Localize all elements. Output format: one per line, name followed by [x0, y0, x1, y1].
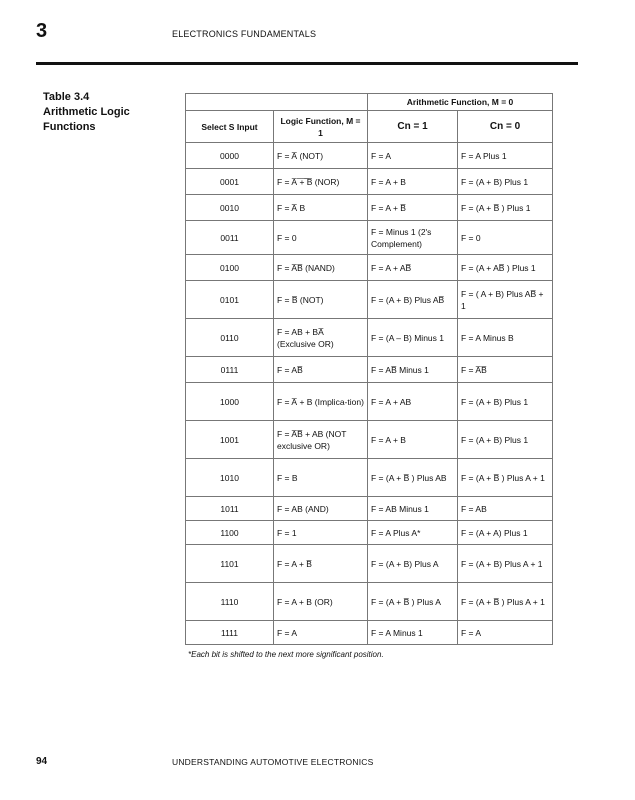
arith-cn0-cell: F = (A + B̅ ) Plus 1 — [458, 195, 553, 221]
select-code-cell: 1011 — [186, 497, 274, 521]
arith-cn0-cell: F = A̅B̅ — [458, 357, 553, 383]
running-header-title: ELECTRONICS FUNDAMENTALS — [172, 29, 317, 39]
table-row — [186, 421, 553, 459]
table-row — [186, 195, 553, 221]
arith-cn1-cell: F = (A – B) Minus 1 — [368, 319, 458, 357]
select-code-cell: 0100 — [186, 255, 274, 281]
table-row — [186, 255, 553, 281]
arith-cn0-cell: F = A Plus 1 — [458, 143, 553, 169]
arith-cn1-cell: F = A Plus A* — [368, 521, 458, 545]
arith-cn0-cell: F = 0 — [458, 221, 553, 255]
table-row — [186, 143, 553, 169]
arith-cn1-cell: F = AB Minus 1 — [368, 497, 458, 521]
logic-function-cell: F = A̅ B — [274, 195, 368, 221]
arith-cn0-cell: F = AB — [458, 497, 553, 521]
arith-cn1-cell: F = A — [368, 143, 458, 169]
logic-function-cell: F = AB̅ — [274, 357, 368, 383]
page-number: 94 — [36, 756, 48, 767]
logic-function-cell: F = A̅ + B (Implica-tion) — [274, 383, 368, 421]
arith-cn1-cell: F = A + B̅ — [368, 195, 458, 221]
arith-cn1-cell: F = (A + B̅ ) Plus A — [368, 583, 458, 621]
arith-cn1-cell: F = A + AB̅ — [368, 255, 458, 281]
table-caption — [43, 90, 130, 135]
select-code-cell: 0010 — [186, 195, 274, 221]
table-row — [186, 583, 553, 621]
table-row — [186, 383, 553, 421]
select-code-cell: 1101 — [186, 545, 274, 583]
arith-cn1-cell: F = A + AB — [368, 383, 458, 421]
select-code-cell: 0101 — [186, 281, 274, 319]
arith-cn0-cell: F = ( A + B) Plus AB̅ + 1 — [458, 281, 553, 319]
logic-function-cell: F = A̅B̅ (NAND) — [274, 255, 368, 281]
arith-cn0-cell: F = (A + AB̅ ) Plus 1 — [458, 255, 553, 281]
arith-cn0-cell: F = (A + B) Plus 1 — [458, 169, 553, 195]
arith-cn0-cell: F = (A + B) Plus 1 — [458, 383, 553, 421]
select-code-cell: 1000 — [186, 383, 274, 421]
table-row — [186, 459, 553, 497]
arith-cn0-cell: F = (A + B̅ ) Plus A + 1 — [458, 583, 553, 621]
arith-cn0-cell: F = (A + A) Plus 1 — [458, 521, 553, 545]
cn0-header: Cn = 0 — [458, 111, 553, 143]
table-footnote: *Each bit is shifted to the next more significant position. — [188, 650, 384, 659]
arith-cn1-cell: F = (A + B̅ ) Plus AB — [368, 459, 458, 497]
logic-function-cell: F = 1 — [274, 521, 368, 545]
arith-cn0-cell: F = (A + B) Plus A + 1 — [458, 545, 553, 583]
table-row — [186, 281, 553, 319]
header-rule — [36, 62, 578, 65]
arith-cn1-cell: F = (A + B) Plus AB̅ — [368, 281, 458, 319]
logic-function-cell: F = A̅ ̅+̅ ̅B̅ (NOR) — [274, 169, 368, 195]
table-row — [186, 521, 553, 545]
arith-cn1-cell: F = A + B — [368, 169, 458, 195]
caption-line: Arithmetic Logic — [43, 106, 130, 118]
arithmetic-function-header: Arithmetic Function, M = 0 — [368, 94, 553, 111]
arith-cn1-cell: F = A Minus 1 — [368, 621, 458, 645]
select-code-cell: 0110 — [186, 319, 274, 357]
logic-function-cell: F = AB + BA̅ (Exclusive OR) — [274, 319, 368, 357]
arith-cn0-cell: F = (A + B̅ ) Plus A + 1 — [458, 459, 553, 497]
logic-function-cell: F = 0 — [274, 221, 368, 255]
select-code-cell: 0000 — [186, 143, 274, 169]
arithmetic-logic-table — [185, 93, 553, 645]
caption-line: Table 3.4 — [43, 91, 90, 103]
arith-cn0-cell: F = (A + B) Plus 1 — [458, 421, 553, 459]
chapter-number: 3 — [36, 20, 48, 42]
logic-function-cell: F = B — [274, 459, 368, 497]
arith-cn1-cell: F = AB̅ Minus 1 — [368, 357, 458, 383]
table-row — [186, 221, 553, 255]
select-code-cell: 1100 — [186, 521, 274, 545]
arith-cn0-cell: F = A Minus B — [458, 319, 553, 357]
select-code-cell: 0111 — [186, 357, 274, 383]
select-code-cell: 1010 — [186, 459, 274, 497]
table-row — [186, 545, 553, 583]
arith-cn1-cell: F = (A + B) Plus A — [368, 545, 458, 583]
running-footer-title: UNDERSTANDING AUTOMOTIVE ELECTRONICS — [172, 757, 374, 767]
table-body — [186, 143, 553, 645]
select-code-cell: 1110 — [186, 583, 274, 621]
logic-function-cell: F = A — [274, 621, 368, 645]
logic-function-cell: F = AB (AND) — [274, 497, 368, 521]
table-row — [186, 497, 553, 521]
select-code-cell: 0011 — [186, 221, 274, 255]
table-row — [186, 621, 553, 645]
caption-line: Functions — [43, 121, 96, 133]
select-code-cell: 1111 — [186, 621, 274, 645]
select-input-header: Select S Input — [186, 111, 274, 143]
empty-header-cell — [186, 94, 368, 111]
arith-cn1-cell: F = Minus 1 (2's Complement) — [368, 221, 458, 255]
arith-cn1-cell: F = A + B — [368, 421, 458, 459]
select-code-cell: 0001 — [186, 169, 274, 195]
arith-cn0-cell: F = A — [458, 621, 553, 645]
logic-function-cell: F = A + B̅ — [274, 545, 368, 583]
select-code-cell: 1001 — [186, 421, 274, 459]
logic-function-cell: F = B̅ (NOT) — [274, 281, 368, 319]
logic-function-cell: F = A̅B̅ + AB (NOT exclusive OR) — [274, 421, 368, 459]
table-row — [186, 319, 553, 357]
logic-function-cell: F = A + B (OR) — [274, 583, 368, 621]
table-row — [186, 357, 553, 383]
logic-function-header: Logic Function, M = 1 — [274, 111, 368, 143]
cn1-header: Cn = 1 — [368, 111, 458, 143]
table-row — [186, 169, 553, 195]
logic-function-cell: F = A̅ (NOT) — [274, 143, 368, 169]
